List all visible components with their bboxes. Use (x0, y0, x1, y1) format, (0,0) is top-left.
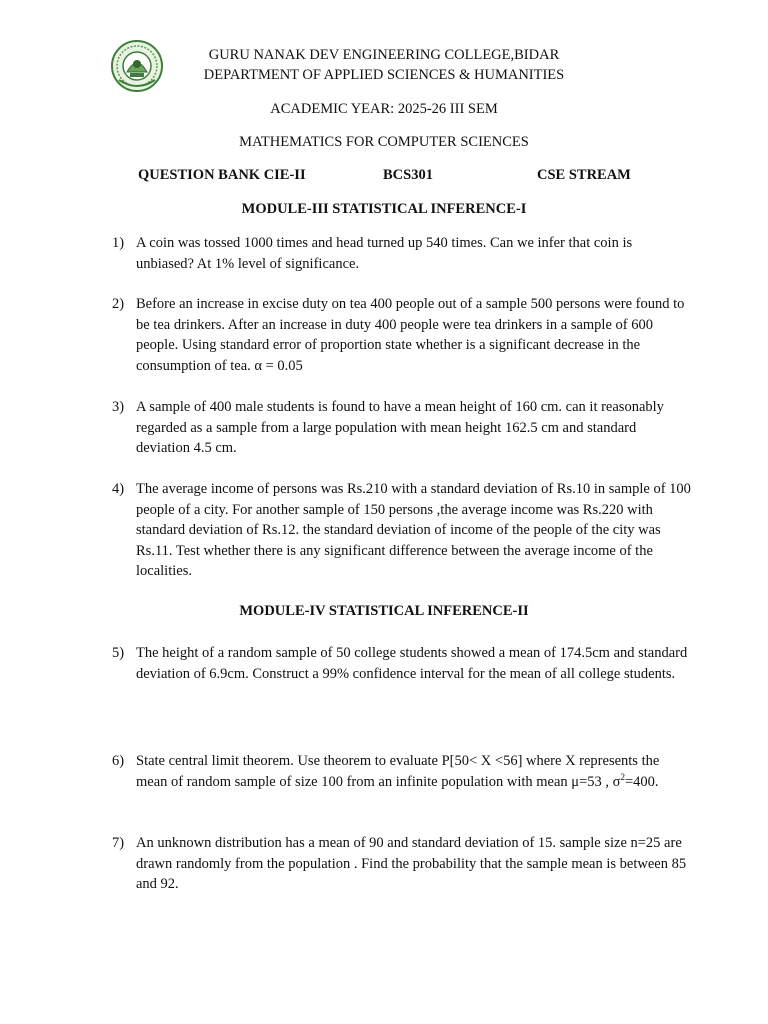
academic-year: ACADEMIC YEAR: 2025-26 III SEM (270, 101, 498, 117)
department-name: DEPARTMENT OF APPLIED SCIENCES & HUMANITIES (203, 67, 565, 83)
college-name: GURU NANAK DEV ENGINEERING COLLEGE,BIDAR (208, 47, 560, 63)
question-item (112, 294, 692, 376)
question-number: 5) (112, 645, 125, 661)
question-bank-header (0, 167, 768, 187)
question-text: Before an increase in excise duty on tea 400 people out of a sample 500 persons were found to be tea drinkers. After an increase in duty 400 people were tea drinkers in a sample of 600 people. Using standard error of proportion state whether is a significant decrease in the consumption of tea. α = 0.05 (136, 296, 685, 374)
question-text: The height of a random sample of 50 college students showed a mean of 174.5cm and standard deviation of 6.9cm. Construct a 99% confidence interval for the mean of all college students. (136, 645, 688, 682)
question-item (112, 833, 692, 895)
question-item (112, 397, 692, 459)
module-heading: MODULE-III STATISTICAL INFERENCE-I (241, 201, 527, 217)
module-heading: MODULE-IV STATISTICAL INFERENCE-II (239, 603, 529, 619)
subject-title: MATHEMATICS FOR COMPUTER SCIENCES (239, 134, 529, 150)
question-item (112, 751, 692, 792)
question-number: 2) (112, 296, 125, 312)
stream-label: CSE STREAM (537, 167, 631, 183)
question-text: The average income of persons was Rs.210 with a standard deviation of Rs.10 in sample of 100 people of a city. For another sample of 150 persons ,the average income was Rs.220 with standard deviation of Rs.12. the standard deviation of income of the people of the city was Rs.11. Test whether there is any significant difference between the average income of the localities. (136, 481, 691, 580)
question-number: 6) (112, 753, 125, 769)
question-text-part: =400. (624, 773, 659, 790)
question-number: 3) (112, 399, 125, 415)
question-text-part: State central limit theorem. Use theorem to evaluate P[50< X <56] where X represents the mean of random sample of size 100 from an infinite population with mean μ=53 , σ (136, 753, 660, 790)
course-code: BCS301 (383, 167, 433, 183)
question-text (136, 751, 692, 792)
question-text: A coin was tossed 1000 times and head turned up 540 times. Can we infer that coin is unbiased? At 1% level of significance. (136, 235, 633, 272)
question-bank-label: QUESTION BANK CIE-II (138, 167, 306, 183)
question-text: A sample of 400 male students is found to have a mean height of 160 cm. can it reasonably regarded as a sample from a large population with mean height 162.5 cm and standard deviation 4.5 cm. (136, 399, 664, 457)
question-number: 7) (112, 835, 125, 851)
question-number: 4) (112, 481, 125, 497)
question-item (112, 643, 692, 684)
superscript-exponent: 2 (620, 771, 625, 782)
question-text: An unknown distribution has a mean of 90 and standard deviation of 15. sample size n=25 are drawn randomly from the population . Find the probability that the sample mean is between 85 and 92. (136, 835, 687, 893)
question-number: 1) (112, 235, 125, 251)
question-item (112, 479, 692, 582)
question-item (112, 233, 692, 274)
